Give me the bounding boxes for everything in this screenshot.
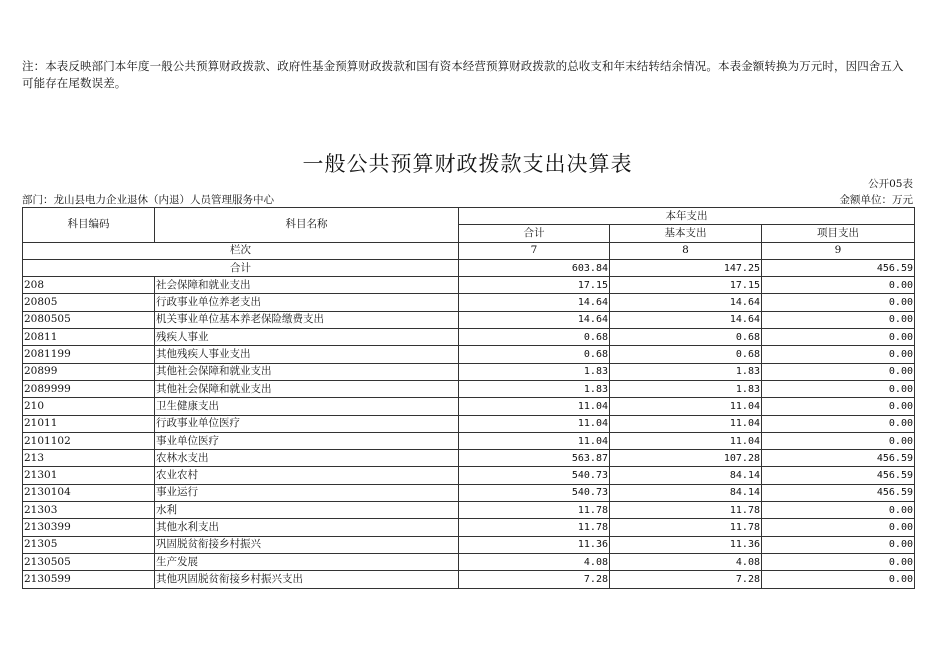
- row-name: 事业单位医疗: [155, 432, 459, 449]
- row-code: 21301: [23, 467, 155, 484]
- header-basic: 基本支出: [610, 225, 762, 242]
- row-name: 其他水利支出: [155, 519, 459, 536]
- row-project: 0.00: [762, 432, 915, 449]
- row-total: 11.78: [459, 502, 610, 519]
- row-name: 其他社会保障和就业支出: [155, 363, 459, 380]
- row-basic: 1.83: [610, 363, 762, 380]
- row-basic: 84.14: [610, 467, 762, 484]
- row-code: 21011: [23, 415, 155, 432]
- summary-row: [23, 259, 915, 276]
- col-index-project: 9: [762, 242, 915, 259]
- row-name: 农业农村: [155, 467, 459, 484]
- row-total: 11.78: [459, 519, 610, 536]
- row-project: 0.00: [762, 346, 915, 363]
- row-total: 11.04: [459, 432, 610, 449]
- row-code: 2130104: [23, 484, 155, 501]
- row-project: 0.00: [762, 398, 915, 415]
- row-name: 事业运行: [155, 484, 459, 501]
- row-total: 1.83: [459, 380, 610, 397]
- row-name: 生产发展: [155, 553, 459, 570]
- table-row: [23, 553, 915, 570]
- row-project: 0.00: [762, 536, 915, 553]
- summary-total: 603.84: [459, 259, 610, 276]
- row-total: 0.68: [459, 346, 610, 363]
- table-row: [23, 380, 915, 397]
- row-name: 其他残疾人事业支出: [155, 346, 459, 363]
- row-name: 机关事业单位基本养老保险缴费支出: [155, 311, 459, 328]
- row-total: 11.04: [459, 398, 610, 415]
- row-code: 20811: [23, 329, 155, 346]
- table-row: [23, 432, 915, 449]
- row-total: 1.83: [459, 363, 610, 380]
- table-row: [23, 277, 915, 294]
- row-code: 2130399: [23, 519, 155, 536]
- row-index-label: 栏次: [23, 242, 459, 259]
- row-code: 2130599: [23, 571, 155, 588]
- row-basic: 14.64: [610, 311, 762, 328]
- row-total: 11.04: [459, 415, 610, 432]
- row-basic: 11.78: [610, 502, 762, 519]
- expenditure-table: [22, 207, 915, 589]
- row-total: 7.28: [459, 571, 610, 588]
- row-total: 14.64: [459, 294, 610, 311]
- row-code: 21305: [23, 536, 155, 553]
- col-index-basic: 8: [610, 242, 762, 259]
- amount-unit: 金额单位：万元: [839, 194, 913, 206]
- header-code: 科目编码: [23, 208, 155, 243]
- row-project: 0.00: [762, 363, 915, 380]
- row-name: 行政事业单位养老支出: [155, 294, 459, 311]
- row-basic: 7.28: [610, 571, 762, 588]
- row-project: 456.59: [762, 467, 915, 484]
- row-project: 0.00: [762, 571, 915, 588]
- header-total: 合计: [459, 225, 610, 242]
- row-name: 其他巩固脱贫衔接乡村振兴支出: [155, 571, 459, 588]
- row-total: 0.68: [459, 329, 610, 346]
- row-total: 4.08: [459, 553, 610, 570]
- row-name: 社会保障和就业支出: [155, 277, 459, 294]
- row-project: 0.00: [762, 553, 915, 570]
- col-index-total: 7: [459, 242, 610, 259]
- table-row: [23, 294, 915, 311]
- row-project: 456.59: [762, 484, 915, 501]
- row-code: 213: [23, 450, 155, 467]
- table-row: [23, 467, 915, 484]
- summary-project: 456.59: [762, 259, 915, 276]
- footnote: 注：本表反映部门本年度一般公共预算财政拨款、政府性基金预算财政拨款和国有资本经营预算财政拨款的总收支和年末结转结余情况。本表金额转换为万元时，因四舍五入可能存在尾数误差。: [22, 59, 904, 90]
- row-project: 456.59: [762, 450, 915, 467]
- page-title: 一般公共预算财政拨款支出决算表: [302, 152, 633, 176]
- row-total: 563.87: [459, 450, 610, 467]
- row-project: 0.00: [762, 277, 915, 294]
- row-total: 11.36: [459, 536, 610, 553]
- row-basic: 11.04: [610, 415, 762, 432]
- row-project: 0.00: [762, 311, 915, 328]
- row-basic: 11.78: [610, 519, 762, 536]
- header-project: 项目支出: [762, 225, 915, 242]
- row-code: 2130505: [23, 553, 155, 570]
- summary-basic: 147.25: [610, 259, 762, 276]
- table-row: [23, 536, 915, 553]
- form-number: 公开05表: [868, 178, 913, 190]
- row-project: 0.00: [762, 415, 915, 432]
- row-basic: 84.14: [610, 484, 762, 501]
- row-basic: 4.08: [610, 553, 762, 570]
- row-total: 540.73: [459, 467, 610, 484]
- row-project: 0.00: [762, 502, 915, 519]
- table-row: [23, 502, 915, 519]
- table-row: [23, 519, 915, 536]
- row-code: 2089999: [23, 380, 155, 397]
- row-basic: 11.04: [610, 432, 762, 449]
- row-name: 水利: [155, 502, 459, 519]
- row-code: 20899: [23, 363, 155, 380]
- row-code: 2101102: [23, 432, 155, 449]
- row-name: 行政事业单位医疗: [155, 415, 459, 432]
- row-name: 农林水支出: [155, 450, 459, 467]
- table-row: [23, 450, 915, 467]
- row-name: 巩固脱贫衔接乡村振兴: [155, 536, 459, 553]
- row-name: 卫生健康支出: [155, 398, 459, 415]
- row-project: 0.00: [762, 519, 915, 536]
- row-basic: 17.15: [610, 277, 762, 294]
- row-basic: 1.83: [610, 380, 762, 397]
- row-total: 14.64: [459, 311, 610, 328]
- row-total: 17.15: [459, 277, 610, 294]
- row-total: 540.73: [459, 484, 610, 501]
- header-current-year: 本年支出: [459, 208, 915, 225]
- row-basic: 0.68: [610, 329, 762, 346]
- table-row: [23, 415, 915, 432]
- row-basic: 14.64: [610, 294, 762, 311]
- table-row: [23, 571, 915, 588]
- table-row: [23, 311, 915, 328]
- row-code: 2080505: [23, 311, 155, 328]
- row-code: 2081199: [23, 346, 155, 363]
- row-code: 208: [23, 277, 155, 294]
- row-basic: 11.04: [610, 398, 762, 415]
- row-name: 残疾人事业: [155, 329, 459, 346]
- row-basic: 11.36: [610, 536, 762, 553]
- department-label: 部门：龙山县电力企业退休（内退）人员管理服务中心: [22, 194, 274, 206]
- row-code: 210: [23, 398, 155, 415]
- row-code: 21303: [23, 502, 155, 519]
- table-row: [23, 329, 915, 346]
- header-name: 科目名称: [155, 208, 459, 243]
- table-row: [23, 363, 915, 380]
- row-project: 0.00: [762, 380, 915, 397]
- table-row: [23, 484, 915, 501]
- row-project: 0.00: [762, 294, 915, 311]
- row-project: 0.00: [762, 329, 915, 346]
- table-row: [23, 346, 915, 363]
- row-name: 其他社会保障和就业支出: [155, 380, 459, 397]
- table-row: [23, 398, 915, 415]
- row-basic: 0.68: [610, 346, 762, 363]
- row-basic: 107.28: [610, 450, 762, 467]
- summary-label: 合计: [23, 259, 459, 276]
- row-code: 20805: [23, 294, 155, 311]
